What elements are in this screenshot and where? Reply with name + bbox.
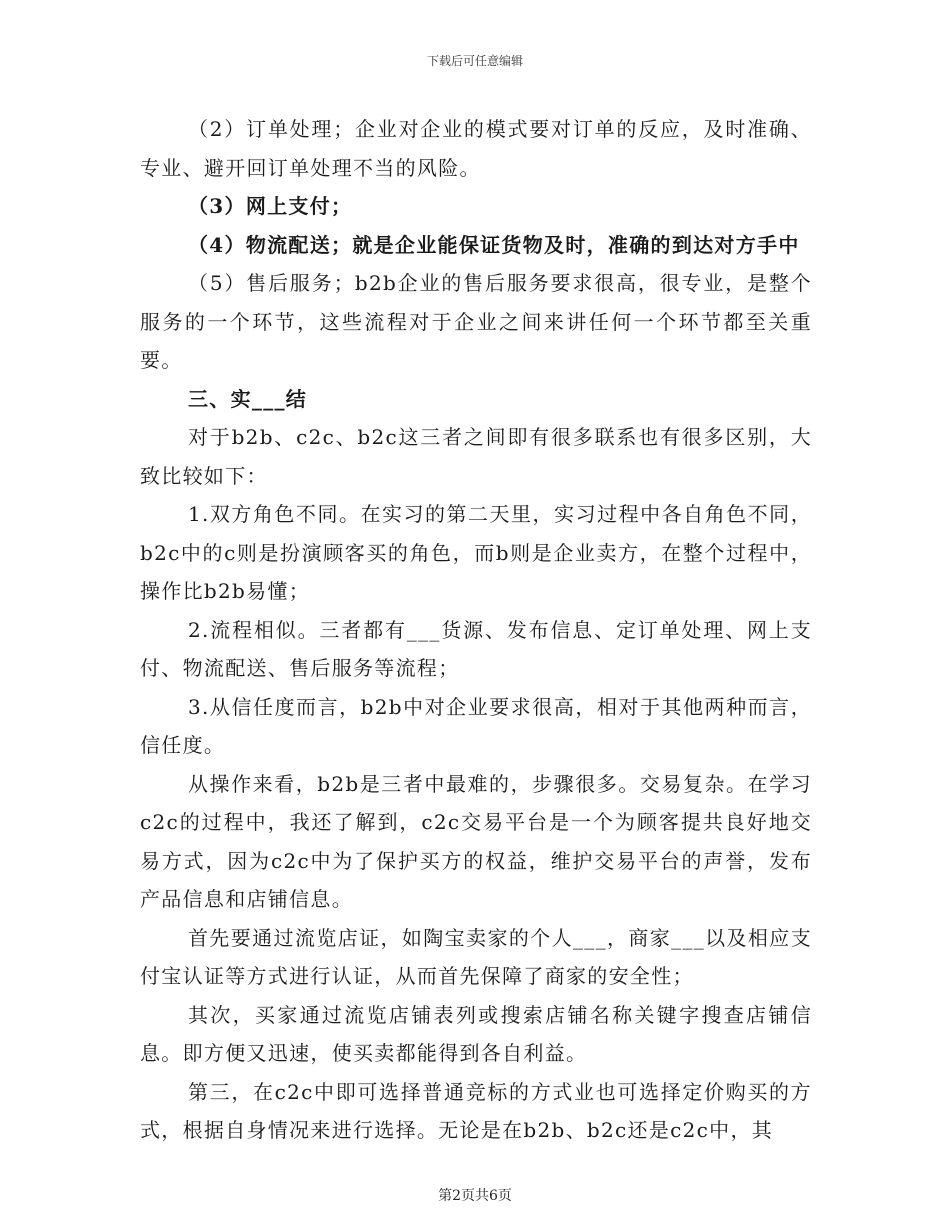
- document-body: [140, 110, 812, 1150]
- paragraph-first: 首先要通过流览店证，如陶宝卖家的个人___，商家___以及相应支付宝认证等方式进行认证，从而首先保障了商家的安全性；: [140, 925, 812, 988]
- paragraph-point-3: 3.从信任度而言，b2b中对企业要求很高，相对于其他两种而言，信任度。: [140, 694, 812, 757]
- page-header: 下载后可任意编辑: [426, 54, 523, 68]
- paragraph-after-sales: （5）售后服务；b2b企业的售后服务要求很高，很专业，是整个服务的一个环节，这些流程对于企业之间来讲任何一个环节都至关重要。: [140, 271, 812, 372]
- paragraph-order-processing: （2）订单处理；企业对企业的模式要对订单的反应，及时准确、专业、避开回订单处理不当的风险。: [140, 117, 812, 180]
- paragraph-second: 其次，买家通过流览店铺表列或搜索店铺名称关键字搜查店铺信息。即方便又迅速，使买卖都能得到各自利益。: [140, 1002, 812, 1065]
- paragraph-point-2: 2.流程相似。三者都有___货源、发布信息、定订单处理、网上支付、物流配送、售后服务等流程；: [140, 617, 812, 680]
- paragraph-logistics: （4）物流配送；就是企业能保证货物及时，准确的到达对方手中: [188, 232, 800, 257]
- paragraph-operation: 从操作来看，b2b是三者中最难的，步骤很多。交易复杂。在学习c2c的过程中，我还了解到，c2c交易平台是一个为顾客提共良好地交易方式，因为c2c中为了保护买方的权益，维护交易平台的声誉，发布产品信息和店铺信息。: [140, 771, 812, 911]
- paragraph-third: 第三，在c2c中即可选择普通竞标的方式业也可选择定价购买的方式，根据自身情况来进行选择。无论是在b2b、b2c还是c2c中，其: [140, 1079, 812, 1142]
- paragraph-point-1: 1.双方角色不同。在实习的第二天里，实习过程中各自角色不同，b2c中的c则是扮演顾客买的角色，而b则是企业卖方，在整个过程中，操作比b2b易懂；: [140, 502, 812, 603]
- section-heading-summary: 三、实___结: [188, 386, 308, 411]
- paragraph-comparison-intro: 对于b2b、c2c、b2c这三者之间即有很多联系也有很多区别，大致比较如下：: [140, 425, 812, 488]
- paragraph-online-payment: （3）网上支付；: [188, 194, 353, 218]
- page-footer: 第2页共6页: [438, 1188, 512, 1204]
